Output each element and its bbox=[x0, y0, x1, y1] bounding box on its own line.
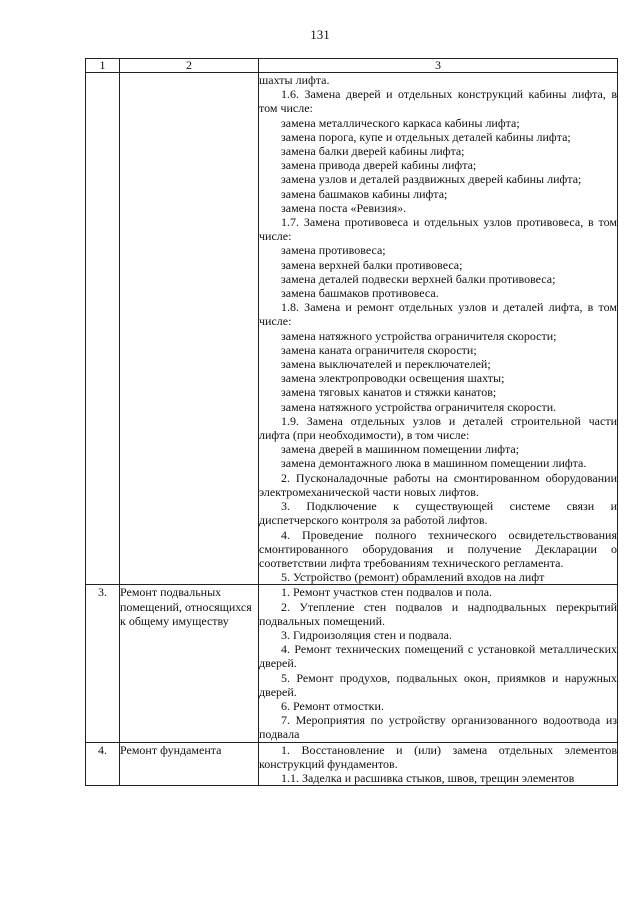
row-number: 3. bbox=[86, 585, 120, 742]
content-paragraph: замена порога, купе и отдельных деталей кабины лифта; bbox=[281, 129, 571, 144]
content-paragraph: замена балки дверей кабины лифта; bbox=[281, 144, 465, 159]
row-content bbox=[259, 585, 618, 742]
header-col-1: 1 bbox=[86, 59, 120, 73]
content-paragraph: замена поста «Ревизия». bbox=[281, 200, 407, 215]
content-paragraph: замена привода дверей кабины лифта; bbox=[281, 158, 477, 173]
content-paragraph: 1. Восстановление и (или) замена отдельных элементов конструкций фундаментов. bbox=[259, 742, 617, 771]
header-col-2: 2 bbox=[120, 59, 259, 73]
content-paragraph: 1.9. Замена отдельных узлов и деталей строительной части лифта (при необходимости), в том числе: bbox=[259, 413, 617, 443]
content-paragraph: замена электропроводки освещения шахты; bbox=[281, 371, 505, 386]
row-content bbox=[259, 742, 618, 786]
content-paragraph: замена натяжного устройства ограничителя скорости; bbox=[281, 328, 557, 343]
works-table bbox=[85, 58, 618, 786]
row-number: 4. bbox=[86, 742, 120, 786]
table-row bbox=[86, 742, 618, 786]
content-paragraph: шахты лифта. bbox=[259, 73, 330, 87]
content-paragraph: замена натяжного устройства ограничителя скорости. bbox=[281, 399, 557, 414]
content-paragraph: 5. Устройство (ремонт) обрамлений входов на лифт bbox=[281, 570, 545, 585]
content-paragraph: замена выключателей и переключателей; bbox=[281, 357, 491, 372]
table-row bbox=[86, 585, 618, 742]
content-paragraph: 3. Гидроизоляция стен и подвала. bbox=[281, 627, 452, 642]
content-paragraph: замена башмаков противовеса. bbox=[281, 286, 439, 301]
row-content bbox=[259, 73, 618, 585]
content-paragraph: 6. Ремонт отмостки. bbox=[281, 698, 384, 713]
header-col-3: 3 bbox=[259, 59, 618, 73]
content-paragraph: 2. Пусконаладочные работы на смонтированном оборудовании электромеханической части новых лифтов. bbox=[259, 470, 617, 499]
row-title: Ремонт фундамента bbox=[120, 742, 259, 786]
content-paragraph: замена демонтажного люка в машинном помещении лифта. bbox=[281, 456, 587, 471]
content-paragraph: 7. Мероприятия по устройству организованного водоотвода из подвала bbox=[259, 713, 617, 742]
content-paragraph: 1.1. Заделка и расшивка стыков, швов, трещин элементов bbox=[281, 770, 575, 785]
content-paragraph: 3. Подключение к существующей системе связи и диспетчерского контроля за работой лифтов. bbox=[259, 499, 617, 528]
table-row bbox=[86, 73, 618, 585]
content-paragraph: замена дверей в машинном помещении лифта; bbox=[281, 442, 520, 457]
content-paragraph: замена башмаков кабины лифта; bbox=[281, 186, 448, 201]
content-paragraph: замена узлов и деталей раздвижных дверей кабины лифта; bbox=[281, 172, 582, 187]
content-paragraph: 1. Ремонт участков стен подвалов и пола. bbox=[281, 585, 493, 600]
content-paragraph: 5. Ремонт продухов, подвальных окон, приямков и наружных дверей. bbox=[259, 670, 617, 699]
content-paragraph: 1.6. Замена дверей и отдельных конструкций кабины лифта, в том числе: bbox=[259, 87, 617, 116]
content-paragraph: 4. Проведение полного технического освидетельствования смонтированного оборудования и получение Декларации о соответствии лифта требованиям технического регламента. bbox=[259, 527, 617, 570]
row-number bbox=[86, 73, 120, 585]
content-paragraph: 4. Ремонт технических помещений с установкой металлических дверей. bbox=[259, 642, 617, 671]
row-title bbox=[120, 73, 259, 585]
content-paragraph: 1.8. Замена и ремонт отдельных узлов и деталей лифта, в том числе: bbox=[259, 300, 617, 329]
content-paragraph: замена каната ограничителя скорости; bbox=[281, 342, 477, 357]
table-header-row bbox=[86, 59, 618, 73]
content-paragraph: замена верхней балки противовеса; bbox=[281, 257, 463, 272]
content-paragraph: замена тяговых канатов и стяжки канатов; bbox=[281, 385, 497, 400]
row-title: Ремонт подвальных помещений, относящихся к общему имуществу bbox=[120, 585, 259, 742]
content-paragraph: замена противовеса; bbox=[281, 243, 386, 258]
content-paragraph: замена металлического каркаса кабины лифта; bbox=[281, 115, 520, 130]
content-paragraph: замена деталей подвески верхней балки противовеса; bbox=[281, 271, 556, 286]
page-number: 131 bbox=[310, 27, 330, 42]
content-paragraph: 1.7. Замена противовеса и отдельных узлов противовеса, в том числе: bbox=[259, 215, 617, 244]
content-paragraph: 2. Утепление стен подвалов и надподвальных перекрытий подвальных помещений. bbox=[259, 599, 617, 628]
